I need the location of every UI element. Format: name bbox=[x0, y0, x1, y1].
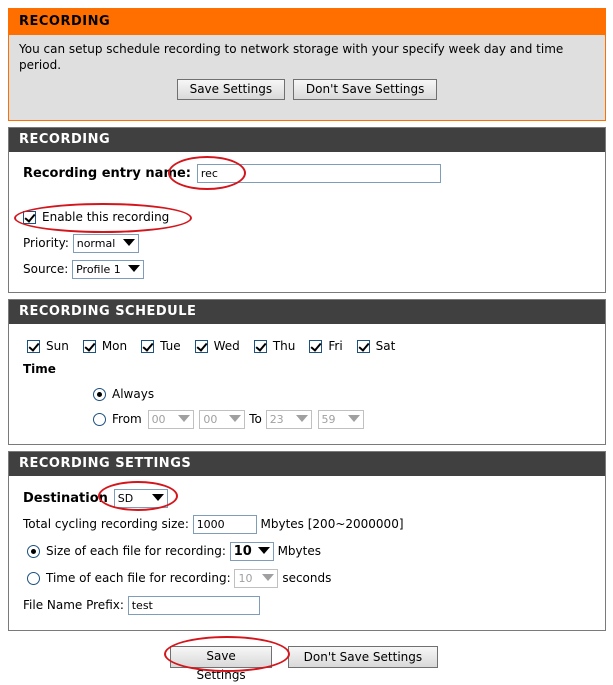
time-file-row bbox=[27, 569, 331, 588]
intro-button-row bbox=[9, 79, 605, 100]
chevron-down-icon bbox=[348, 415, 360, 422]
footer-button-row bbox=[0, 646, 613, 682]
always-radio[interactable] bbox=[93, 388, 106, 401]
day-fri bbox=[309, 339, 342, 353]
day-mon bbox=[83, 339, 127, 353]
intro-panel bbox=[8, 8, 606, 121]
day-mon-label: Mon bbox=[101, 339, 128, 353]
to-minute-select[interactable] bbox=[318, 410, 364, 429]
day-sat-checkbox[interactable] bbox=[357, 340, 370, 353]
day-tue-checkbox[interactable] bbox=[141, 340, 154, 353]
day-wed bbox=[195, 339, 240, 353]
day-thu-checkbox[interactable] bbox=[254, 340, 267, 353]
to-hour-value: 23 bbox=[269, 413, 284, 426]
cycling-unit: Mbytes [200~2000000] bbox=[260, 517, 404, 531]
day-tue bbox=[141, 339, 181, 353]
enable-recording-label: Enable this recording bbox=[42, 210, 170, 224]
day-fri-checkbox[interactable] bbox=[309, 340, 322, 353]
priority-row bbox=[23, 234, 139, 253]
source-select[interactable] bbox=[72, 260, 144, 279]
settings-panel bbox=[8, 451, 606, 631]
size-unit: Mbytes bbox=[277, 544, 321, 558]
destination-value: SD bbox=[117, 492, 134, 505]
size-radio[interactable] bbox=[27, 545, 40, 558]
day-mon-checkbox[interactable] bbox=[83, 340, 96, 353]
to-label: To bbox=[249, 412, 262, 426]
size-select[interactable] bbox=[230, 542, 274, 561]
destination-select[interactable] bbox=[114, 489, 168, 508]
priority-select[interactable] bbox=[73, 234, 139, 253]
time-select[interactable] bbox=[234, 569, 278, 588]
cycling-size-input[interactable] bbox=[193, 515, 257, 534]
source-row bbox=[23, 260, 144, 279]
bottom-save-settings-button[interactable]: Save Settings bbox=[170, 646, 272, 668]
priority-value: normal bbox=[76, 237, 116, 250]
from-hour-value: 00 bbox=[151, 413, 166, 426]
chevron-down-icon bbox=[296, 415, 308, 422]
destination-row bbox=[23, 489, 168, 508]
source-label: Source: bbox=[23, 262, 69, 276]
day-thu-label: Thu bbox=[272, 339, 296, 353]
always-row bbox=[93, 387, 154, 401]
destination-label: Destination bbox=[23, 491, 108, 506]
size-value: 10 bbox=[233, 544, 252, 559]
from-label: From bbox=[112, 412, 142, 426]
prefix-input[interactable] bbox=[128, 596, 260, 615]
day-sun-checkbox[interactable] bbox=[27, 340, 40, 353]
intro-title: RECORDING bbox=[9, 9, 605, 35]
from-radio[interactable] bbox=[93, 413, 106, 426]
chevron-down-icon bbox=[178, 415, 190, 422]
day-wed-checkbox[interactable] bbox=[195, 340, 208, 353]
cycling-label: Total cycling recording size: bbox=[23, 517, 189, 531]
entry-name-input[interactable] bbox=[197, 164, 441, 183]
intro-description: You can setup schedule recording to network storage with your specify week day and time period. bbox=[19, 42, 564, 72]
prefix-row bbox=[23, 596, 260, 615]
day-thu bbox=[254, 339, 296, 353]
day-tue-label: Tue bbox=[160, 339, 181, 353]
schedule-panel bbox=[8, 299, 606, 445]
day-wed-label: Wed bbox=[213, 339, 240, 353]
priority-label: Priority: bbox=[23, 236, 69, 250]
size-row bbox=[27, 542, 321, 561]
from-hour-select[interactable] bbox=[148, 410, 194, 429]
enable-recording-checkbox[interactable] bbox=[23, 211, 36, 224]
size-label: Size of each file for recording: bbox=[46, 544, 226, 558]
always-label: Always bbox=[112, 387, 155, 401]
from-minute-value: 00 bbox=[203, 413, 218, 426]
day-sat-label: Sat bbox=[375, 339, 396, 353]
chevron-down-icon bbox=[152, 494, 164, 501]
prefix-label: File Name Prefix: bbox=[23, 598, 124, 612]
to-hour-select[interactable] bbox=[266, 410, 312, 429]
entry-name-label: Recording entry name: bbox=[23, 166, 192, 181]
enable-row bbox=[23, 210, 169, 224]
time-value: 10 bbox=[238, 572, 253, 585]
source-value: Profile 1 bbox=[76, 263, 121, 276]
to-minute-value: 59 bbox=[321, 413, 336, 426]
day-fri-label: Fri bbox=[328, 339, 343, 353]
time-unit: seconds bbox=[282, 571, 332, 585]
bottom-dont-save-settings-button[interactable]: Don't Save Settings bbox=[288, 646, 438, 668]
recording-title: RECORDING bbox=[9, 128, 605, 152]
from-minute-select[interactable] bbox=[199, 410, 245, 429]
chevron-down-icon bbox=[258, 547, 270, 554]
recording-panel bbox=[8, 127, 606, 293]
settings-title: RECORDING SETTINGS bbox=[9, 452, 605, 476]
entry-name-row bbox=[23, 164, 441, 183]
top-save-settings-button[interactable]: Save Settings bbox=[177, 79, 286, 100]
top-dont-save-settings-button[interactable]: Don't Save Settings bbox=[293, 79, 438, 100]
cycling-row bbox=[23, 515, 404, 534]
schedule-title: RECORDING SCHEDULE bbox=[9, 300, 605, 324]
time-label: Time bbox=[23, 362, 56, 376]
day-sat bbox=[357, 339, 396, 353]
chevron-down-icon bbox=[128, 265, 140, 272]
days-row bbox=[27, 339, 409, 353]
time-radio[interactable] bbox=[27, 572, 40, 585]
chevron-down-icon bbox=[262, 574, 274, 581]
day-sun bbox=[27, 339, 69, 353]
time-file-label: Time of each file for recording: bbox=[46, 571, 231, 585]
chevron-down-icon bbox=[123, 239, 135, 246]
day-sun-label: Sun bbox=[46, 339, 69, 353]
from-row bbox=[93, 410, 364, 429]
chevron-down-icon bbox=[229, 415, 241, 422]
